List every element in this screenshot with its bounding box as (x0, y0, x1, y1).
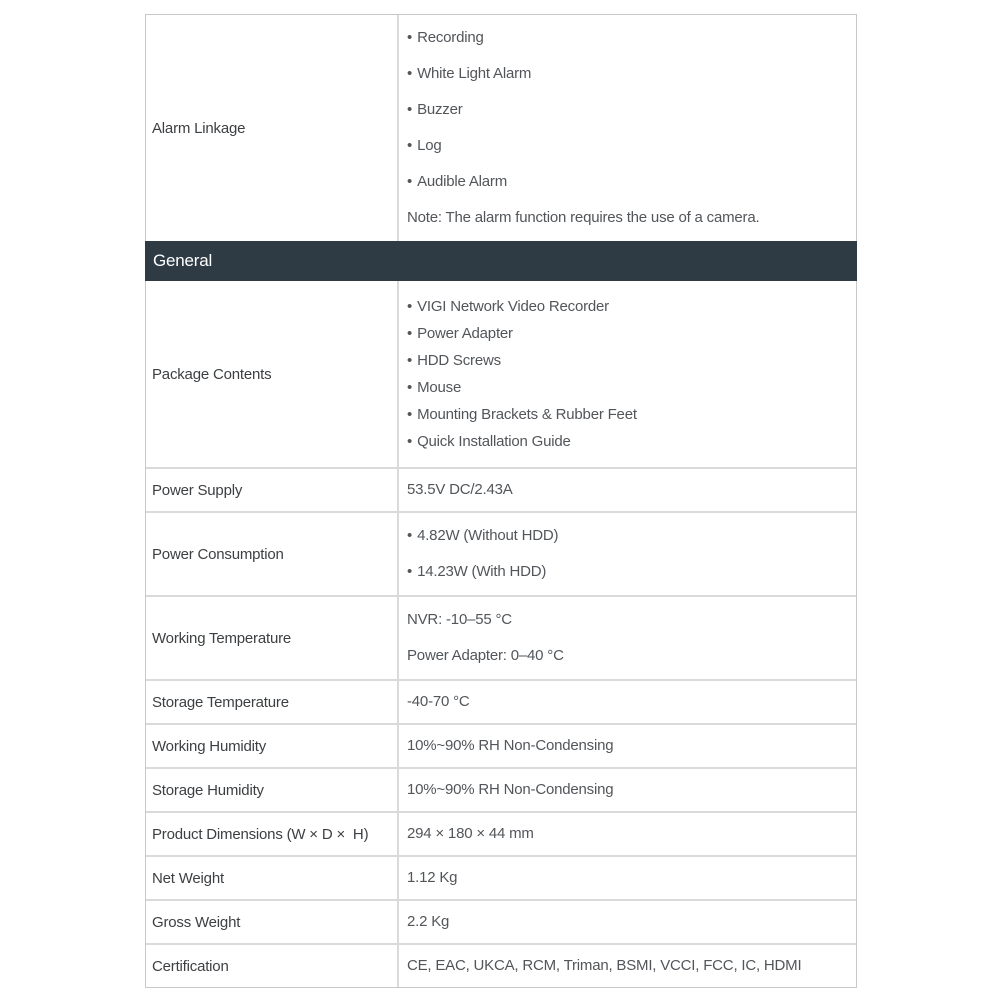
spec-value-text: Recording (417, 29, 484, 46)
spec-value-text: NVR: -10–55 °C (407, 611, 512, 628)
spec-value-cell (399, 15, 856, 241)
spec-value-line (407, 610, 846, 630)
spec-row (146, 281, 856, 467)
spec-label-cell (146, 769, 399, 811)
spec-value-cell (399, 469, 856, 511)
spec-value-line (407, 736, 846, 756)
bullet-icon: • (407, 379, 413, 396)
spec-value-text: CE, EAC, UKCA, RCM, Triman, BSMI, VCCI, FCC, IC, HDMI (407, 957, 802, 974)
spec-value-text: Quick Installation Guide (417, 433, 571, 450)
spec-value-line (407, 562, 846, 582)
spec-value-text: 53.5V DC/2.43A (407, 481, 513, 498)
spec-label: Certification (152, 957, 229, 975)
spec-label-cell (146, 15, 399, 241)
spec-label: Net Weight (152, 869, 224, 887)
spec-value-text: 10%~90% RH Non-Condensing (407, 781, 614, 798)
spec-table (145, 14, 857, 988)
spec-value-cell (399, 597, 856, 679)
spec-value-line (407, 208, 846, 228)
spec-value-text: Buzzer (417, 101, 463, 118)
spec-label: Storage Humidity (152, 781, 264, 799)
spec-value-cell (399, 281, 856, 467)
bullet-icon: • (407, 173, 413, 190)
spec-value-line (407, 320, 846, 347)
spec-value-cell (399, 725, 856, 767)
spec-value-text: VIGI Network Video Recorder (417, 298, 609, 315)
bullet-icon: • (407, 406, 413, 423)
spec-row (146, 811, 856, 855)
spec-value-cell (399, 513, 856, 595)
spec-label: Storage Temperature (152, 693, 289, 711)
spec-value-line (407, 780, 846, 800)
spec-value-text: 2.2 Kg (407, 913, 450, 930)
spec-label: Gross Weight (152, 913, 241, 931)
spec-label-cell (146, 469, 399, 511)
section-header (145, 241, 857, 281)
spec-value-line (407, 28, 846, 48)
spec-value-text: Power Adapter: 0–40 °C (407, 647, 564, 664)
spec-value-text: Power Adapter (417, 325, 513, 342)
spec-row (146, 723, 856, 767)
spec-label: Power Supply (152, 481, 243, 499)
section-title: General (153, 251, 213, 270)
bullet-icon: • (407, 101, 413, 118)
spec-label: Power Consumption (152, 545, 284, 563)
spec-value-cell (399, 813, 856, 855)
spec-value-cell (399, 769, 856, 811)
bullet-icon: • (407, 298, 413, 315)
spec-label: Working Humidity (152, 737, 267, 755)
spec-row (146, 467, 856, 511)
spec-value-line (407, 428, 846, 455)
spec-value-line (407, 347, 846, 374)
spec-row (146, 511, 856, 595)
bullet-icon: • (407, 29, 413, 46)
spec-value-line (407, 100, 846, 120)
spec-value-text: HDD Screws (417, 352, 501, 369)
spec-row (146, 767, 856, 811)
spec-label: Product Dimensions (W × D × H) (152, 825, 369, 843)
spec-value-text: 1.12 Kg (407, 869, 458, 886)
bullet-icon: • (407, 137, 413, 154)
spec-label-cell (146, 813, 399, 855)
bullet-icon: • (407, 563, 413, 580)
spec-value-cell (399, 857, 856, 899)
spec-label-cell (146, 281, 399, 467)
spec-row (146, 899, 856, 943)
spec-value-text: 10%~90% RH Non-Condensing (407, 737, 614, 754)
spec-label-cell (146, 945, 399, 987)
spec-value-text: 14.23W (With HDD) (417, 563, 547, 580)
spec-row (146, 679, 856, 723)
bullet-icon: • (407, 527, 413, 544)
spec-label-cell (146, 597, 399, 679)
spec-label: Package Contents (152, 365, 272, 383)
spec-value-cell (399, 945, 856, 987)
spec-label-cell (146, 857, 399, 899)
spec-value-line (407, 824, 846, 844)
spec-value-line (407, 956, 846, 976)
spec-value-text: 294 × 180 × 44 mm (407, 825, 534, 842)
spec-value-text: Audible Alarm (417, 173, 508, 190)
spec-value-line (407, 692, 846, 712)
spec-value-cell (399, 901, 856, 943)
bullet-icon: • (407, 65, 413, 82)
spec-value-line (407, 172, 846, 192)
bullet-icon: • (407, 325, 413, 342)
bullet-icon: • (407, 433, 413, 450)
spec-value-line (407, 401, 846, 428)
spec-label-cell (146, 513, 399, 595)
spec-value-line (407, 293, 846, 320)
spec-value-line (407, 646, 846, 666)
spec-label-cell (146, 725, 399, 767)
spec-label-cell (146, 681, 399, 723)
spec-row (146, 943, 856, 987)
spec-value-line (407, 526, 846, 546)
spec-row (146, 595, 856, 679)
spec-value-cell (399, 681, 856, 723)
spec-value-line (407, 480, 846, 500)
spec-value-line (407, 912, 846, 932)
spec-value-line (407, 136, 846, 156)
spec-label: Working Temperature (152, 629, 292, 647)
spec-label: Alarm Linkage (152, 119, 246, 137)
bullet-icon: • (407, 352, 413, 369)
spec-value-text: White Light Alarm (417, 65, 532, 82)
spec-row (146, 855, 856, 899)
spec-label-cell (146, 901, 399, 943)
spec-value-text: Mounting Brackets & Rubber Feet (417, 406, 637, 423)
spec-value-text: Mouse (417, 379, 462, 396)
spec-value-line (407, 868, 846, 888)
spec-value-text: -40-70 °C (407, 693, 470, 710)
spec-value-text: 4.82W (Without HDD) (417, 527, 559, 544)
spec-value-text: Log (417, 137, 442, 154)
spec-value-text: Note: The alarm function requires the use of a camera. (407, 209, 760, 226)
spec-value-line (407, 374, 846, 401)
spec-value-line (407, 64, 846, 84)
spec-row (146, 15, 856, 241)
